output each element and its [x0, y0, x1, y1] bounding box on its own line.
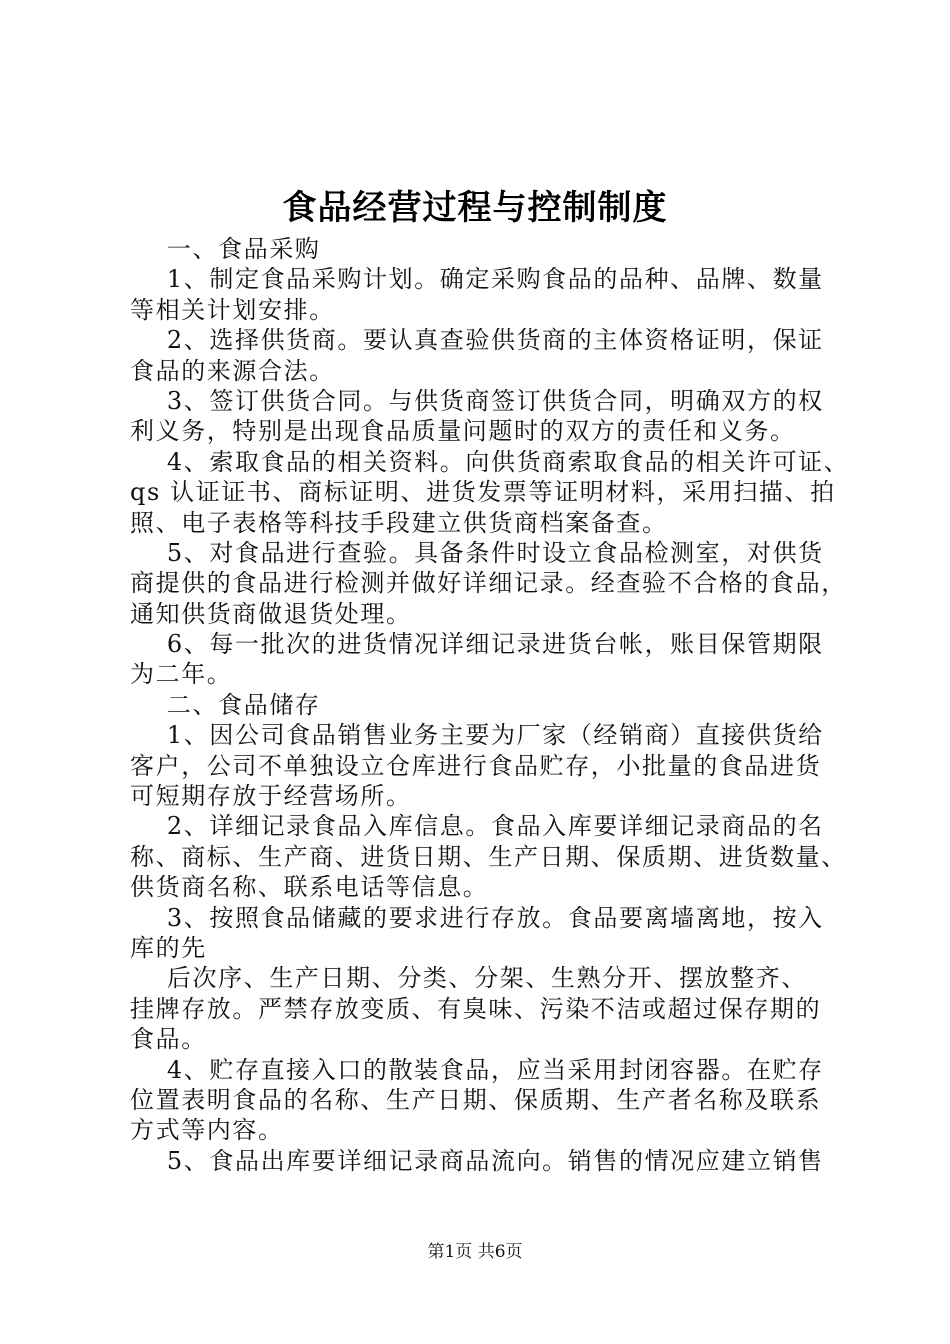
- body-line: 位置表明食品的名称、生产日期、保质期、生产者名称及联系: [130, 1085, 822, 1114]
- body-line: 一、食品采购: [130, 235, 321, 263]
- body-line: 客户，公司不单独设立仓库进行食品贮存，小批量的食品进货: [130, 751, 822, 780]
- body-line: 3、签订供货合同。与供货商签订供货合同，明确双方的权: [130, 386, 824, 415]
- body-line: 挂牌存放。严禁存放变质、有臭味、污染不洁或超过保存期的: [130, 994, 822, 1023]
- body-line: 食品的来源合法。: [130, 356, 335, 385]
- body-line: 照、电子表格等科技手段建立供货商档案备查。: [130, 508, 668, 537]
- body-line: 1、因公司食品销售业务主要为厂家（经销商）直接供货给: [130, 721, 824, 750]
- body-line: 商提供的食品进行检测并做好详细记录。经查验不合格的食品，: [130, 569, 847, 598]
- document-body: [130, 234, 850, 1176]
- body-line: 为二年。: [130, 660, 233, 689]
- body-line: 二、食品储存: [130, 690, 321, 719]
- body-line: 食品。: [130, 1025, 207, 1054]
- body-line: 可短期存放于经营场所。: [130, 782, 412, 811]
- body-line: 利义务，特别是出现食品质量问题时的双方的责任和义务。: [130, 417, 796, 446]
- page-number-footer: 第1页 共6页: [427, 1242, 523, 1262]
- body-line: 供货商名称、联系电话等信息。: [130, 873, 489, 902]
- body-line: 6、每一批次的进货情况详细记录进货台帐，账目保管期限: [130, 630, 824, 659]
- body-line: 4、索取食品的相关资料。向供货商索取食品的相关许可证、: [130, 447, 850, 476]
- body-line: 2、详细记录食品入库信息。食品入库要详细记录商品的名: [130, 812, 824, 841]
- body-line: 等相关计划安排。: [130, 295, 335, 324]
- body-line: 4、贮存直接入口的散装食品，应当采用封闭容器。在贮存: [130, 1055, 824, 1084]
- body-line: 1、制定食品采购计划。确定采购食品的品种、品牌、数量: [130, 265, 824, 294]
- body-line: 5、食品出库要详细记录商品流向。销售的情况应建立销售: [130, 1146, 824, 1175]
- body-line: 称、商标、生产商、进货日期、生产日期、保质期、进货数量、: [130, 842, 847, 871]
- body-line: 通知供货商做退货处理。: [130, 599, 412, 628]
- document-title: 食品经营过程与控制制度: [282, 188, 668, 228]
- body-line: 5、对食品进行查验。具备条件时设立食品检测室，对供货: [130, 538, 824, 567]
- body-line: qs 认证证书、商标证明、进货发票等证明材料，采用扫描、拍: [130, 478, 836, 507]
- body-line: 库的先: [130, 933, 207, 962]
- body-line: 3、按照食品储藏的要求进行存放。食品要离墙离地，按入: [130, 903, 824, 932]
- body-line: 方式等内容。: [130, 1116, 284, 1145]
- body-line: 后次序、生产日期、分类、分架、生熟分开、摆放整齐、: [130, 964, 807, 993]
- body-line: 2、选择供货商。要认真查验供货商的主体资格证明，保证: [130, 326, 824, 355]
